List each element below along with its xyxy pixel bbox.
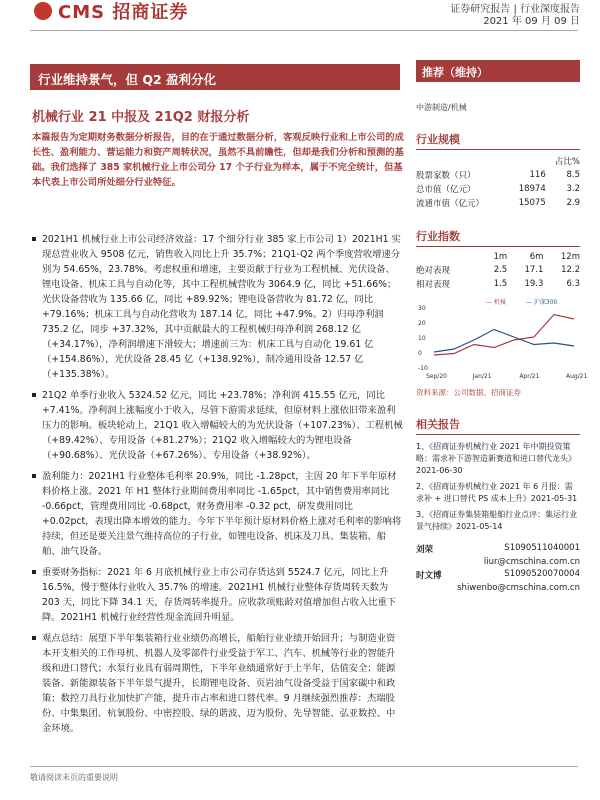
x-tick-label: Aug/21 [566,373,588,380]
report-date: 2021 年 09 月 09 日 [483,16,580,27]
industry-tag: 中游制造/机械 [416,103,467,112]
table-row: 总市值（亿元） 18974 3.2 [416,184,580,195]
list-item[interactable]: 2、《招商证券机械行业 2021 年 6 月报：需求补 + 进口替代 PS 成本上升》2021-05-31 [416,482,578,503]
analyst-name: 时文博 [416,571,442,581]
chart-source: 资料来源：公司数据、招商证券 [416,388,521,397]
sidebar [416,60,588,595]
y-tick-label: -10 [418,365,428,372]
abstract: 本篇报告为定期财务数据分析报告，目的在于通过数据分析，客观反映行业和上市公司的成长性、盈利能力、营运能力和资产周转状况，虽然不具前瞻性，但却是我们分析和预测的基础。我们选择了 385 家机械行业上市公司分 17 个子行业为样本，属于不完全统计，但基本代表上市公司所处细分行业特征。 [32,132,404,188]
x-tick-label: Apr/21 [519,373,540,380]
bullet-1: 2021H1 机械行业上市公司经济效益：17 个细分行业 385 家上市公司 1）2021H1 实现总营业收入 9508 亿元，销售收入同比上升 35.7%；21Q1-Q2 两个季度营收增速分别为 54.65%，23.78%。考虑权重和增速，主要贡献于行业为工程机械、光伏设备、锂电设备、机床工具与自动化等，其中工程机械营收为 3064.9 亿，同比 +51.66%；光伏设备营收为 135.66 亿，同比 +89.92%；锂电设备营收为 81.72 亿，同比 +79.16%；机床工具与自动化营收为 187.14 亿，同比 +47.9%。2）归母净利润 735.2 亿，同步 +37.32%，其中贡献最大的工程机械归母净利润 268.12 亿（+34.17%），净利润增速下滑较大；增速前三为：机床工具与自动化 19.61 亿（+154.86%），光伏设备 28.45 亿（+138.92%），制冷通用设备 12.57 亿（+135.38%）。 [32,232,404,382]
report-type: 证券研究报告 | 行业深度报告 [450,4,580,15]
table-row: 相对表现 1.5 19.3 6.3 [416,279,580,290]
scale-table [416,154,580,210]
report-title: 机械行业 21 中报及 21Q2 财报分析 [32,110,250,125]
related-reports [416,441,580,533]
x-tick-label: Sep/20 [426,373,447,380]
analyst-email[interactable]: shiwenbo@cmschina.com.cn [457,583,580,593]
footer-note: 敬请阅读末页的重要说明 [30,773,118,782]
index-chart [416,297,588,381]
y-tick-label: 0 [418,350,422,357]
bullet-4: 重要财务指标：2021 年 6 月底机械行业上市公司存货达到 5524.7 亿元，同比上升 16.5%，慢于整体行业收入 35.7% 的增速。2021H1 机械行业整体存货周转天数为 203 天，同比下降 34.1 天，存货周转率提升。应收款项账龄对值增加但占收入比重下降。2021H1 机械行业经营性现金流回升明显。 [32,565,404,625]
reports-section-title: 相关报告 [416,416,580,435]
table-row: 绝对表现 2.5 17.1 12.2 [416,265,580,276]
table-row: 流通市值（亿元） 15075 2.9 [416,198,580,209]
list-item[interactable]: 1、《招商证券机械行业 2021 年中期投资策略：需求补下游智造新赛道和进口替代龙头》2021-06-30 [416,442,576,475]
headline-band: 行业维持景气，但 Q2 盈利分化 [30,64,400,90]
scale-header: 占比% [554,157,580,167]
y-tick-label: 10 [418,335,426,342]
header-rule [30,30,578,31]
index-section-title: 行业指数 [416,228,580,247]
y-tick-label: 20 [418,320,426,327]
bullet-2: 21Q2 单季行业收入 5324.52 亿元，同比 +23.78%；净利润 415.55 亿元，同比 +7.41%。净利润上涨幅度小于收入，尽管下游需求延续，但原材料上涨依旧带来盈利压力的影响。板块轮动上，21Q1 收入增幅较大的为光伏设备（+107.23%）、工程机械（+89.42%）、专用设备（+81.27%）；21Q2 收入增幅较大的为锂电设备（+90.68%）、光伏设备（+67.26%）、专用设备（+38.92%）。 [32,388,404,463]
series-line [434,330,574,353]
logo-badge-icon [34,2,52,20]
table-row: 股票家数（只） 116 8.5 [416,170,580,181]
bullet-3: 盈利能力：2021H1 行业整体毛利率 20.9%，同比 -1.28pct，主因 20 年下半年原材料价格上涨。2021 年 H1 整体行业期间费用率同比 -1.65pct，其中销售费用率同比 -0.66pct，管理费用同比 -0.68pct，财务费用率 -0.32 pct，研发费用同比 +0.02pct，表现出降本增效的能力。今年下半年预计原材料价格上涨对毛利率的影响将持续，但还是要关注景气维持高位的子行业，如锂电设备、机床及刀具、集装箱、船舶、油气设备。 [32,469,404,559]
analyst-id: S1090511040001 [504,543,580,553]
legend-entry: — 机械 [486,299,506,306]
company-logo [34,0,188,22]
rating-bar: 推荐（维持） [416,60,580,82]
x-tick-label: Jan/21 [472,373,492,380]
bullet-5: 观点总结：展望下半年集装箱行业业绩仍高增长，船舶行业业绩开始回升；与制造业资本开支相关的工作母机、机器人及零部件行业受益于军工、汽车、机械等行业的智能升级和进口替代；水泵行业具有弱周期性，下半年业绩通常好于上半年，估值安全；能源装备、新能源装备下半年景气提升，长期锂电设备、页岩油气设备受益于国家碳中和政策；数控刀具行业加快扩产能，提升市占率和进口替代率。9 月继续强烈推荐：杰瑞股份、中集集团、杭氧股份、中密控股、绿的谐波、迈为股份、先导智能、弘亚数控、中金环境。 [32,631,404,736]
analyst-block [416,543,580,593]
index-table: 1m 6m 12m 绝对表现 2.5 17.1 12.2 相对表现 1.5 19.3 6.3 [416,252,580,290]
analyst-name: 刘荣 [416,545,434,555]
page-header [0,0,600,40]
list-item[interactable]: 3、《招商证券集装箱船舶行业点评：集运行业景气持续》2021-05-14 [416,510,578,531]
scale-section-title: 行业规模 [416,131,580,150]
legend-entry: — 沪深300 [526,299,558,306]
logo-text: CMS 招商证券 [58,2,189,23]
analyst-id: S1090520070004 [504,569,580,579]
analyst-email[interactable]: liur@cmschina.com.cn [483,557,580,567]
bullet-list [32,232,404,742]
y-tick-label: 30 [418,305,426,312]
footer-rule [30,766,578,767]
